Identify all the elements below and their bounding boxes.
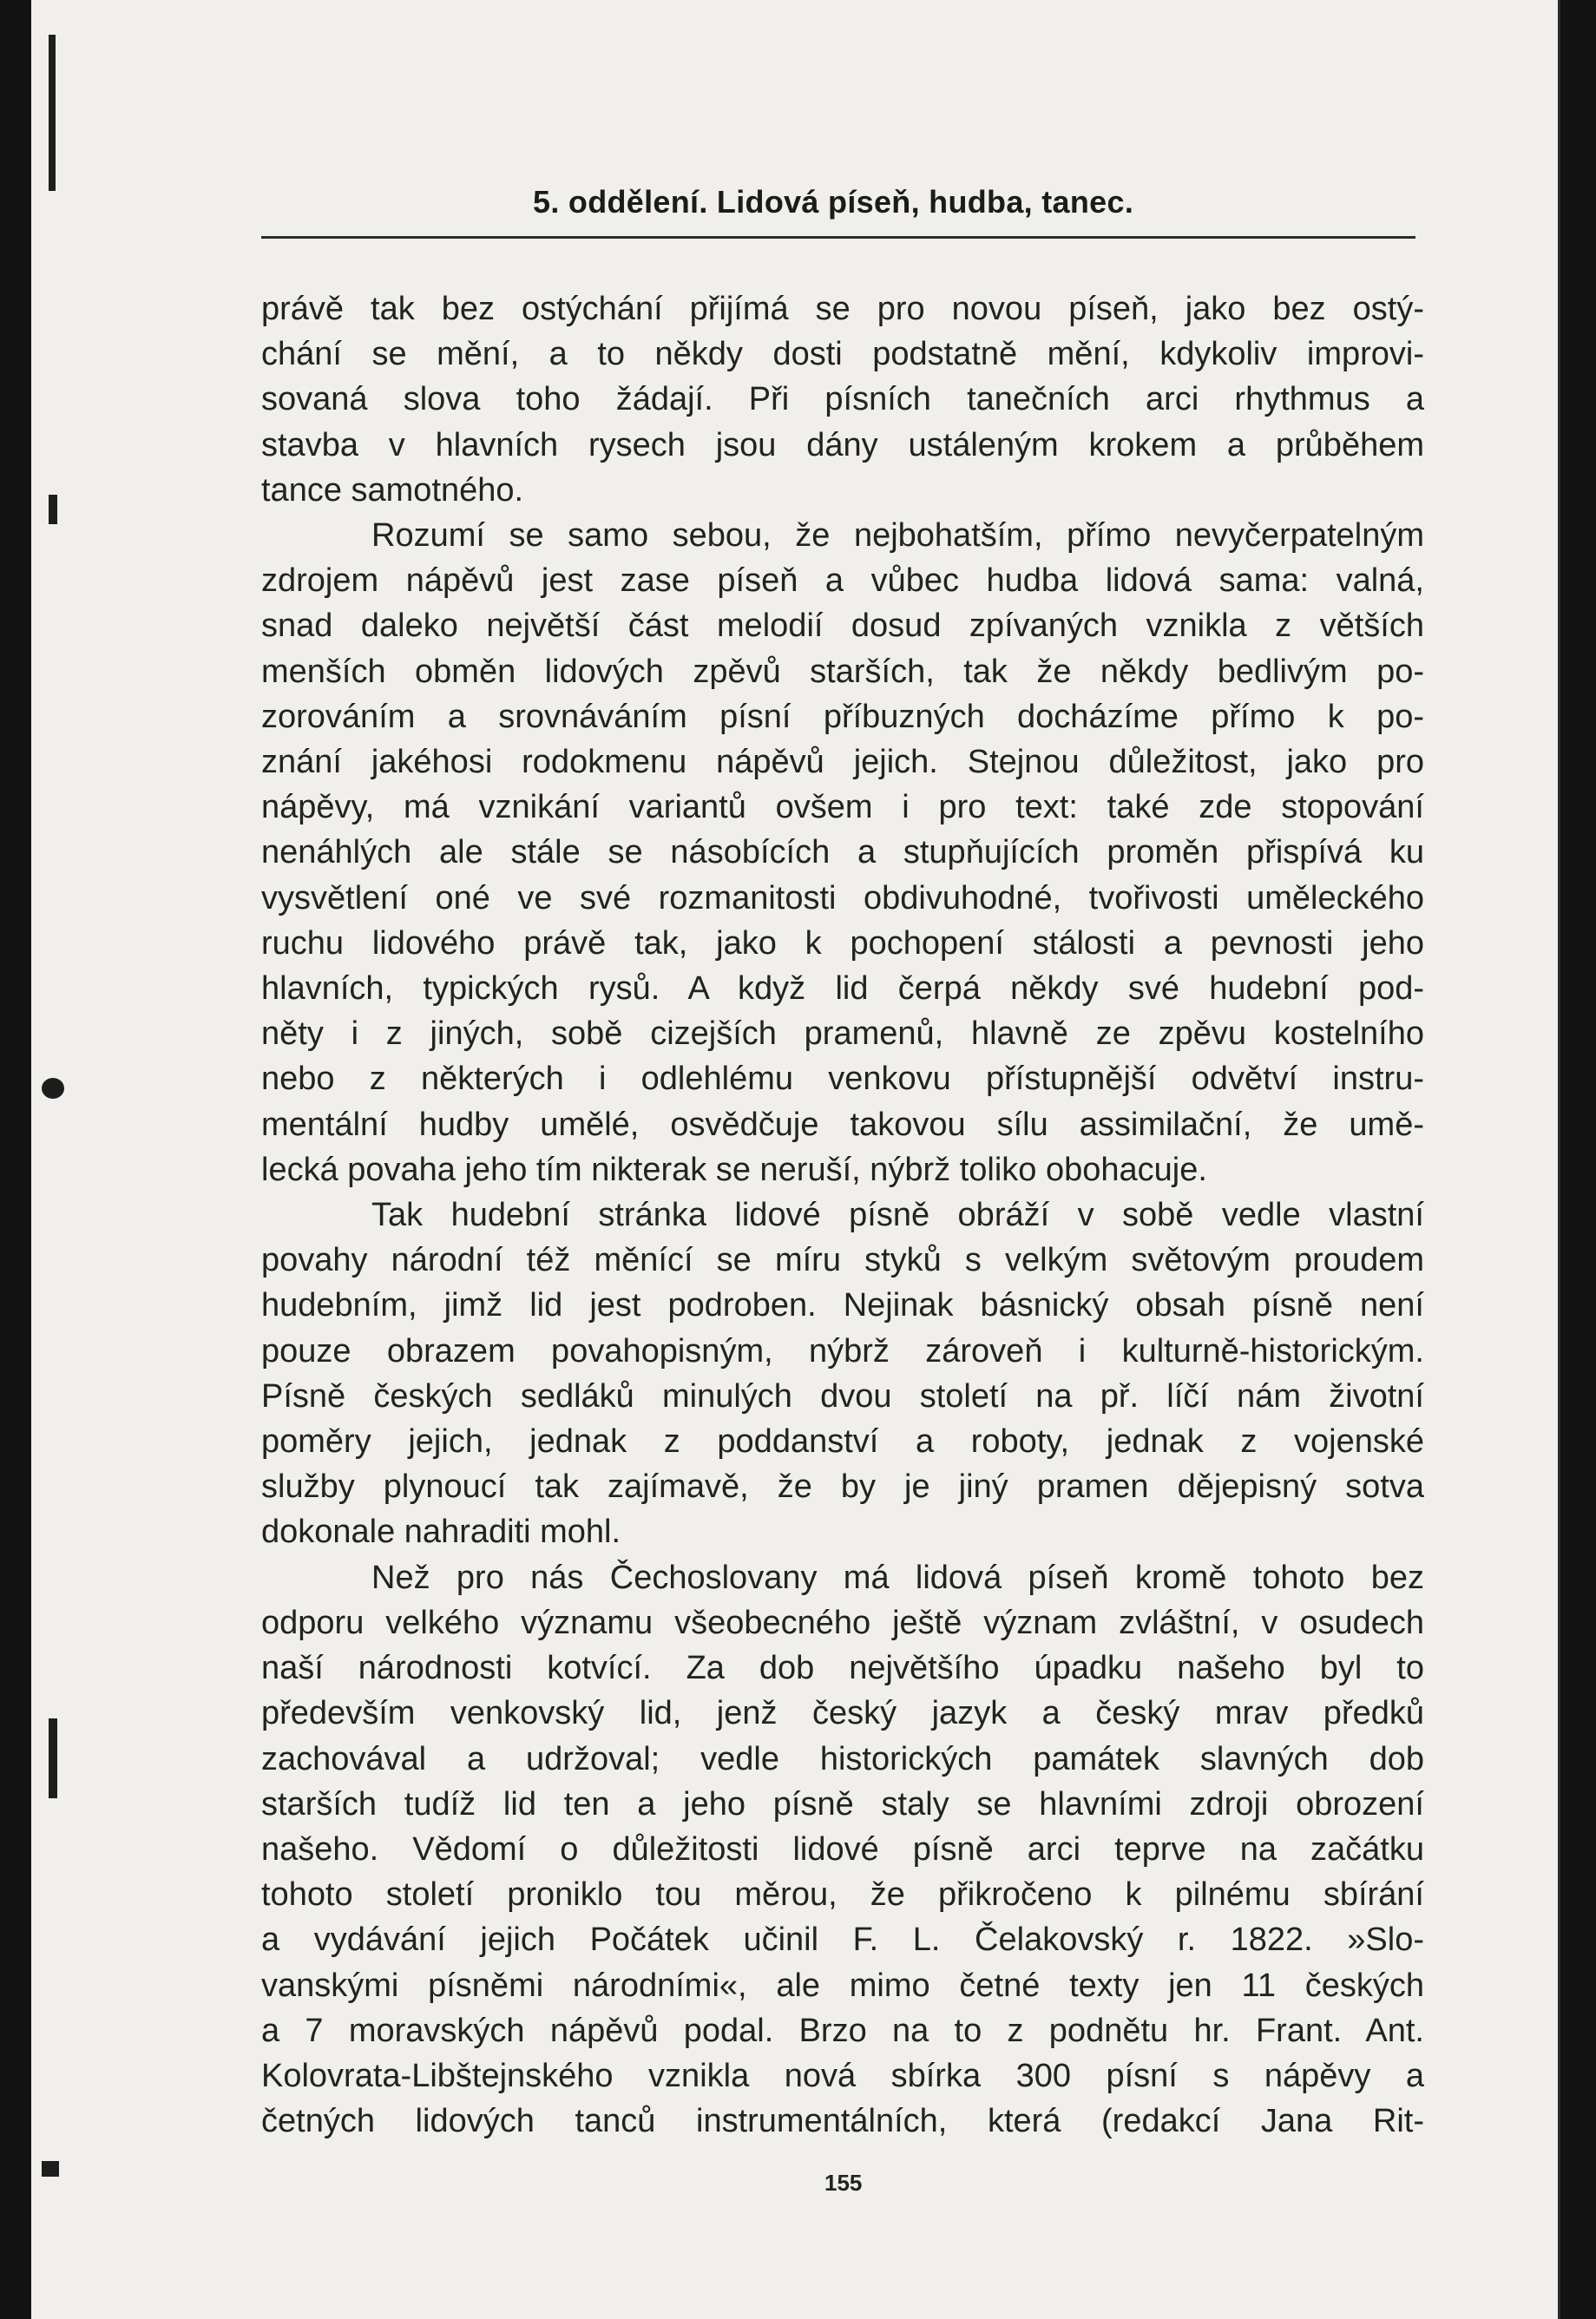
gutter-mark-bottom xyxy=(42,2161,59,2177)
text-line: Písně českých sedláků minulých dvou století na př. líčí nám životní xyxy=(261,1377,1424,1415)
text-line: lecká povaha jeho tím nikterak se neruší, nýbrž toliko obohacuje. xyxy=(261,1151,1207,1188)
text-line: a 7 moravských nápěvů podal. Brzo na to z podnětu hr. Frant. Ant. xyxy=(261,2012,1424,2049)
text-line: a vydávání jejich Počátek učinil F. L. Čelakovský r. 1822. »Slo- xyxy=(261,1922,1424,1959)
page-body xyxy=(261,286,1424,2144)
text-line: Rozumí se samo sebou, že nejbohatším, přímo nevyčerpatelným xyxy=(371,517,1424,555)
text-line: vanskými písněmi národními«, ale mimo četné texty jen 11 českých xyxy=(261,1967,1424,2004)
text-line: služby plynoucí tak zajímavě, že by je jiný pramen dějepisný sotva xyxy=(261,1468,1424,1506)
text-line: vysvětlení oné ve své rozmanitosti obdivuhodné, tvořivosti uměleckého xyxy=(261,879,1424,916)
text-line: znání jakéhosi rodokmenu nápěvů jejich. Stejnou důležitost, jako pro xyxy=(261,744,1424,781)
paragraph-4 xyxy=(261,1555,1424,2145)
text-line: našeho. Vědomí o důležitosti lidové písně arci teprve na začátku xyxy=(261,1830,1424,1868)
text-line: nápěvy, má vznikání variantů ovšem i pro text: také zde stopování xyxy=(261,789,1424,826)
text-line: dokonale nahraditi mohl. xyxy=(261,1514,621,1551)
text-line: odporu velkého významu všeobecného ještě význam zvláštní, v osudech xyxy=(261,1604,1424,1641)
text-line: četných lidových tanců instrumentálních, která (redakcí Jana Rit- xyxy=(261,2103,1424,2140)
paragraph-3 xyxy=(261,1192,1424,1555)
text-line: mentální hudby umělé, osvědčuje takovou sílu assimilační, že umě- xyxy=(261,1106,1424,1143)
text-line: nebo z některých i odlehlému venkovu přístupnější odvětví instru- xyxy=(261,1061,1424,1098)
text-line: zdrojem nápěvů jest zase píseň a vůbec hudba lidová sama: valná, xyxy=(261,562,1424,600)
text-line: Kolovrata-Libštejnského vznikla nová sbírka 300 písní s nápěvy a xyxy=(261,2057,1424,2094)
text-line: ruchu lidového právě tak, jako k pochopení stálosti a pevnosti jeho xyxy=(261,924,1424,962)
paragraph-1 xyxy=(261,286,1424,513)
text-line: starších tudíž lid ten a jeho písně staly se hlavními zdroji obrození xyxy=(261,1785,1424,1823)
text-line: sovaná slova toho žádají. Při písních tanečních arci rhythmus a xyxy=(261,381,1424,418)
book-page xyxy=(31,0,1560,2319)
running-head: 5. oddělení. Lidová píseň, hudba, tanec. xyxy=(533,184,1134,220)
text-line: chání se mění, a to někdy dosti podstatně mění, kdykoliv improvi- xyxy=(261,336,1424,373)
text-line: menších obměn lidových zpěvů starších, tak že někdy bedlivým po- xyxy=(261,653,1424,690)
text-line: tohoto století proniklo tou měrou, že přikročeno k pilnému sbírání xyxy=(261,1876,1424,1914)
page-number: 155 xyxy=(824,2170,863,2196)
page-header xyxy=(261,170,1415,239)
text-line: tance samotného. xyxy=(261,471,524,509)
text-line: něty i z jiných, sobě cizejších pramenů, hlavně ze zpěvu kostelního xyxy=(261,1015,1424,1053)
gutter-mark-3 xyxy=(49,1718,57,1798)
paragraph-2 xyxy=(261,513,1424,1192)
text-line: povahy národní též měnící se míru styků s velkým světovým proudem xyxy=(261,1242,1424,1279)
text-line: naší národnosti kotvící. Za dob největšího úpadku našeho byl to xyxy=(261,1650,1424,1687)
text-line: hlavních, typických rysů. A když lid čerpá někdy své hudební pod- xyxy=(261,970,1424,1008)
text-line: nenáhlých ale stále se násobících a stupňujících proměn přispívá ku xyxy=(261,834,1424,871)
gutter-mark-2 xyxy=(42,1078,64,1099)
text-line: zorováním a srovnáváním písní příbuzných docházíme přímo k po- xyxy=(261,698,1424,735)
text-line: snad daleko největší část melodií dosud zpívaných vznikla z větších xyxy=(261,608,1424,645)
gutter-mark-top xyxy=(49,35,56,191)
text-line: stavba v hlavních rysech jsou dány ustáleným krokem a průběhem xyxy=(261,426,1424,463)
text-line: Než pro nás Čechoslovany má lidová píseň kromě tohoto bez xyxy=(371,1559,1424,1596)
text-line: především venkovský lid, jenž český jazyk a český mrav předků xyxy=(261,1695,1424,1732)
text-line: pouze obrazem povahopisným, nýbrž zároveň i kulturně-historickým. xyxy=(261,1332,1424,1370)
text-line: poměry jejich, jednak z poddanství a roboty, jednak z vojenské xyxy=(261,1423,1424,1461)
text-line: hudebním, jimž lid jest podroben. Nejinak básnický obsah písně není xyxy=(261,1287,1424,1324)
text-line: zachovával a udržoval; vedle historických památek slavných dob xyxy=(261,1740,1424,1777)
text-line: právě tak bez ostýchání přijímá se pro novou píseň, jako bez ostý- xyxy=(261,291,1424,327)
text-line: Tak hudební stránka lidové písně obráží v sobě vedle vlastní xyxy=(371,1197,1424,1234)
gutter-mark-1 xyxy=(49,495,57,524)
